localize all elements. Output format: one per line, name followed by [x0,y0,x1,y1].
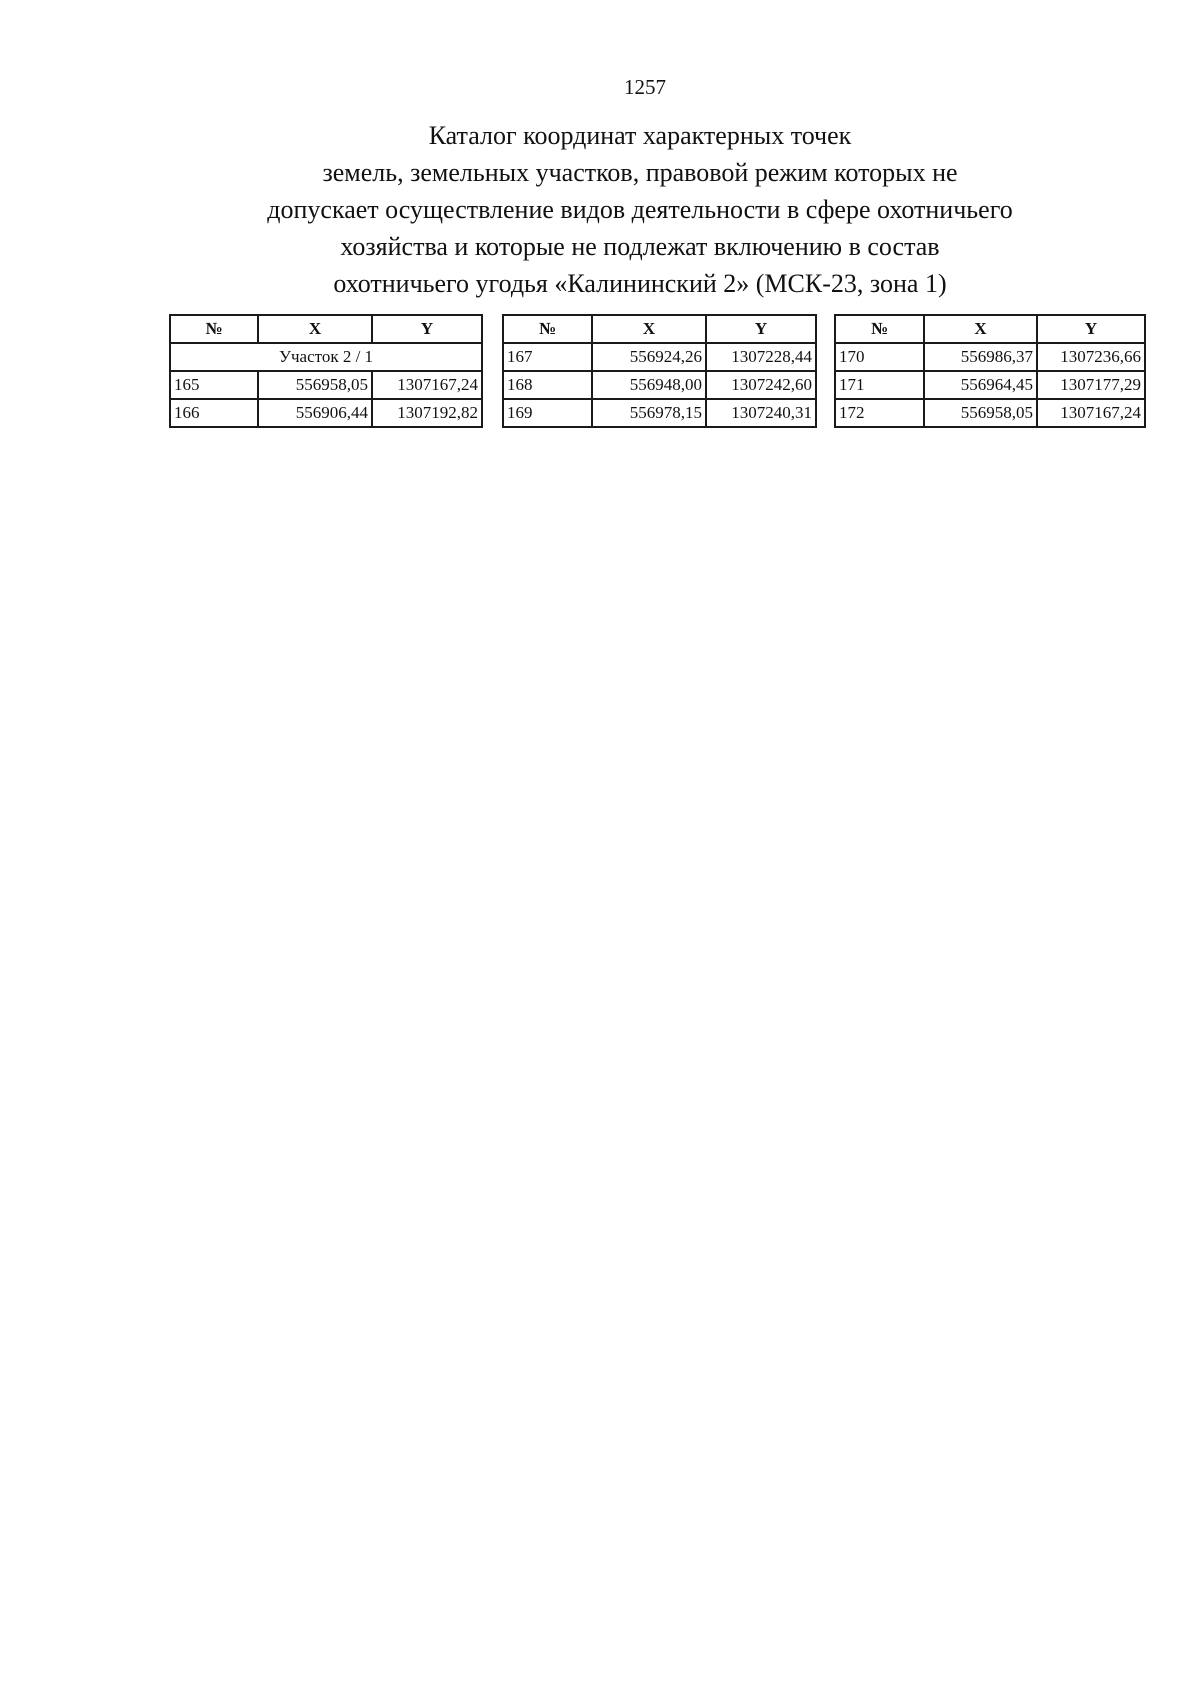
header-num: № [170,315,258,343]
cell-y: 1307228,44 [706,343,816,371]
cell-y: 1307240,31 [706,399,816,427]
table-row [835,371,1145,399]
cell-num: 167 [503,343,592,371]
title-line: охотничьего угодья «Калининский 2» (МСК-23, зона 1) [333,269,947,298]
cell-y: 1307242,60 [706,371,816,399]
coordinates-table-1 [169,314,483,428]
cell-x: 556906,44 [258,399,372,427]
cell-num: 168 [503,371,592,399]
page-number: 1257 [624,75,666,99]
cell-x: 556978,15 [592,399,706,427]
cell-y: 1307167,24 [372,371,482,399]
cell-y: 1307192,82 [372,399,482,427]
cell-y: 1307177,29 [1037,371,1145,399]
header-y: Y [1037,315,1145,343]
table-row [170,371,482,399]
coordinates-tables [169,314,1144,434]
header-x: X [924,315,1037,343]
header-num: № [503,315,592,343]
header-x: X [592,315,706,343]
cell-num: 165 [170,371,258,399]
cell-num: 169 [503,399,592,427]
title-line: земель, земельных участков, правовой режим которых не [322,158,958,187]
cell-x: 556958,05 [258,371,372,399]
cell-x: 556948,00 [592,371,706,399]
cell-num: 172 [835,399,924,427]
cell-num: 166 [170,399,258,427]
section-label: Участок 2 / 1 [170,343,482,371]
document-title [160,117,1120,302]
table-header-row [503,315,816,343]
section-row [170,343,482,371]
table-row [503,371,816,399]
title-line: допускает осуществление видов деятельности в сфере охотничьего [267,195,1013,224]
cell-y: 1307236,66 [1037,343,1145,371]
coordinates-table-3 [834,314,1146,428]
title-line: Каталог координат характерных точек [428,121,852,150]
cell-num: 170 [835,343,924,371]
cell-x: 556964,45 [924,371,1037,399]
cell-y: 1307167,24 [1037,399,1145,427]
table-header-row [170,315,482,343]
coordinates-table-2 [502,314,817,428]
cell-num: 171 [835,371,924,399]
table-row [503,343,816,371]
header-x: X [258,315,372,343]
table-row [503,399,816,427]
table-row [170,399,482,427]
cell-x: 556924,26 [592,343,706,371]
header-y: Y [372,315,482,343]
table-row [835,399,1145,427]
table-row [835,343,1145,371]
header-num: № [835,315,924,343]
cell-x: 556986,37 [924,343,1037,371]
cell-x: 556958,05 [924,399,1037,427]
header-y: Y [706,315,816,343]
table-header-row [835,315,1145,343]
title-line: хозяйства и которые не подлежат включению в состав [340,232,940,261]
